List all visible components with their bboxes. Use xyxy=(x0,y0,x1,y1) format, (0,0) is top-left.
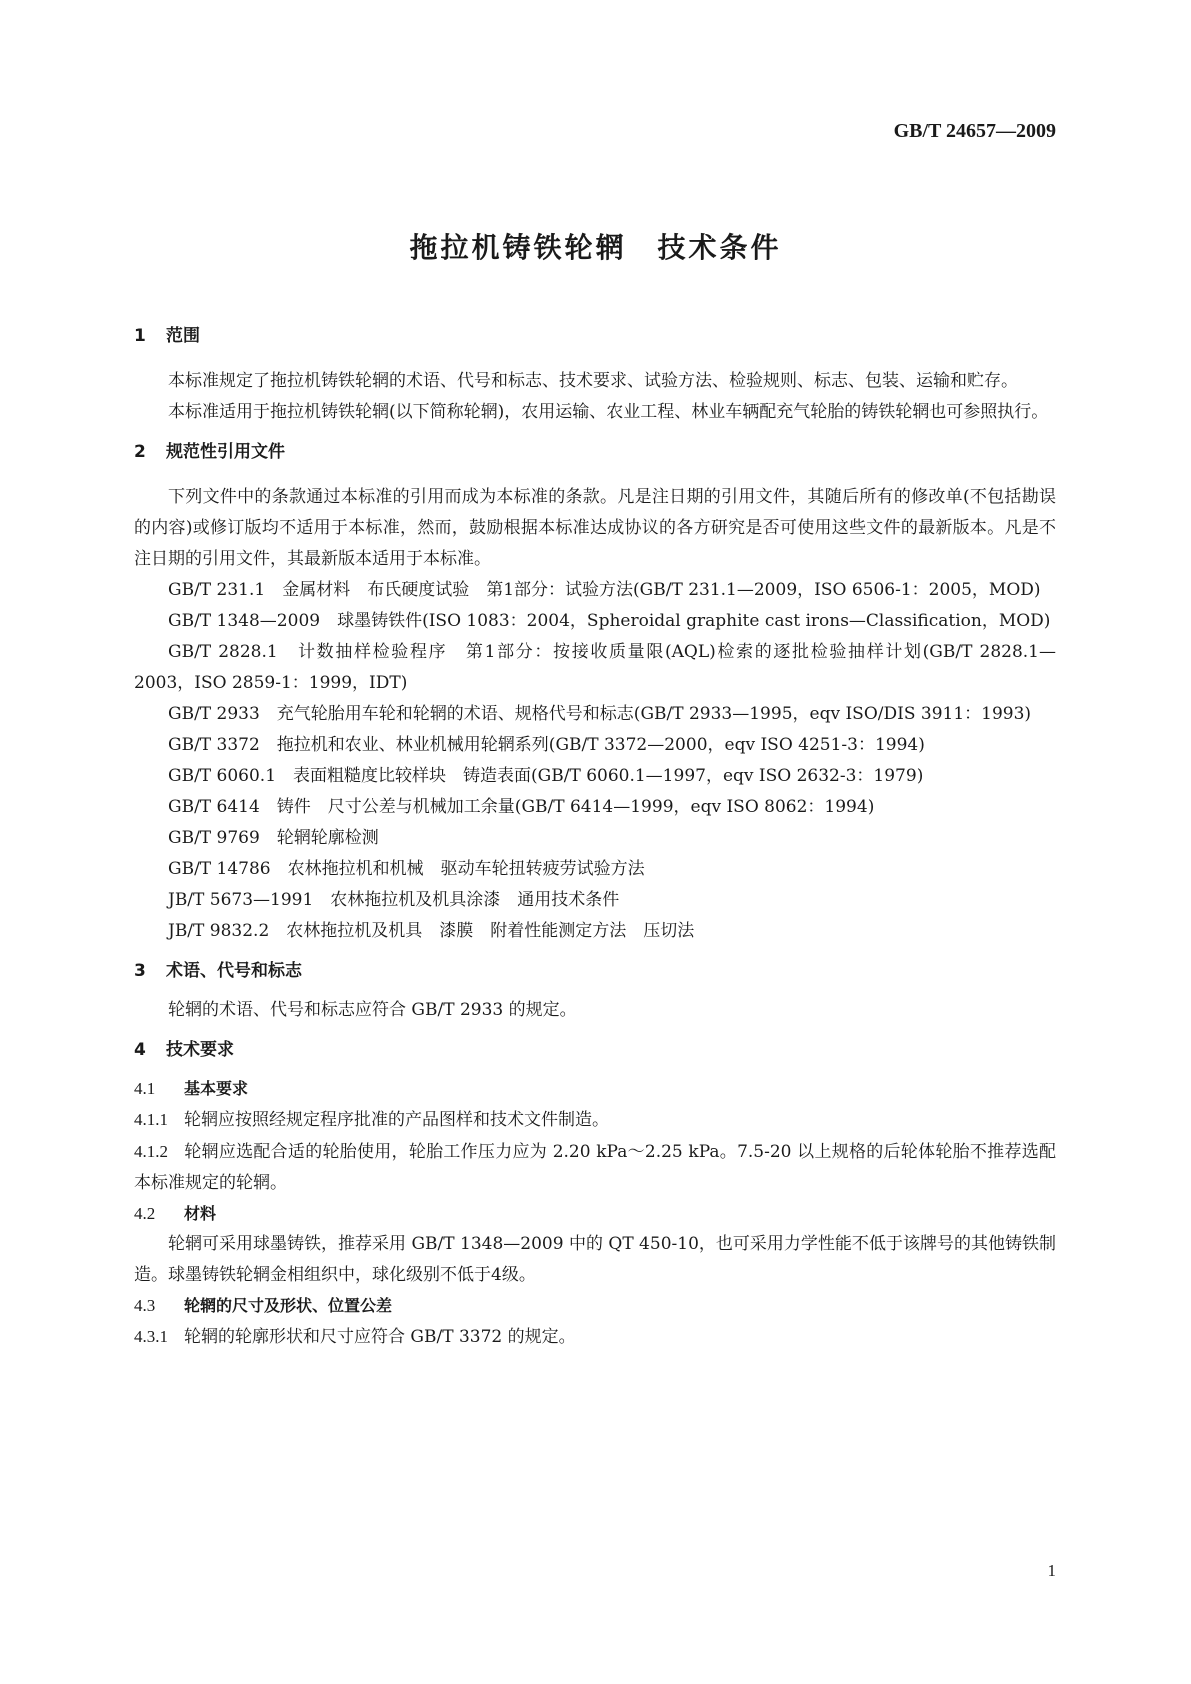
reference-item: GB/T 231.1 金属材料 布氏硬度试验 第1部分：试验方法(GB/T 231.1—2009，ISO 6506-1：2005，MOD) xyxy=(168,580,1041,600)
reference-item: GB/T 6414 铸件 尺寸公差与机械加工余量(GB/T 6414—1999，eqv ISO 8062：1994) xyxy=(168,797,875,817)
subsection-title: 轮辋的尺寸及形状、位置公差 xyxy=(184,1296,393,1315)
clause-4-1-2 xyxy=(134,1136,1056,1199)
paragraph: 轮辋的术语、代号和标志应符合 GB/T 2933 的规定。 xyxy=(168,1000,577,1020)
section-title: 范围 xyxy=(166,326,200,346)
standard-code: GB/T 24657—2009 xyxy=(893,120,1056,142)
paragraph: 本标准适用于拖拉机铸铁轮辋(以下简称轮辋)，农用运输、农业工程、林业车辆配充气轮胎的铸铁轮辋也可参照执行。 xyxy=(168,402,1049,422)
clause-text: 轮辋应按照经规定程序批准的产品图样和技术文件制造。 xyxy=(184,1110,609,1130)
reference-item: GB/T 9769 轮辋轮廓检测 xyxy=(168,828,379,848)
reference-item: GB/T 2828.1 计数抽样检验程序 第1部分：按接收质量限(AQL)检索的逐批检验抽样计划(GB/T 2828.1—2003，ISO 2859-1：1999，IDT) xyxy=(134,642,1056,693)
reference-item: GB/T 14786 农林拖拉机和机械 驱动车轮扭转疲劳试验方法 xyxy=(168,859,645,879)
paragraph: 本标准规定了拖拉机铸铁轮辋的术语、代号和标志、技术要求、试验方法、检验规则、标志、包装、运输和贮存。 xyxy=(168,371,1018,391)
clause-4-3-1 xyxy=(134,1321,1056,1353)
section-heading-2 xyxy=(134,438,1056,466)
subsection-number: 4.1 xyxy=(134,1079,156,1098)
section-title: 技术要求 xyxy=(166,1040,234,1060)
reference-item: GB/T 2933 充气轮胎用车轮和轮辋的术语、规格代号和标志(GB/T 2933—1995，eqv ISO/DIS 3911：1993) xyxy=(168,704,1032,724)
reference-item: JB/T 5673—1991 农林拖拉机及机具涂漆 通用技术条件 xyxy=(168,890,620,910)
reference-item: JB/T 9832.2 农林拖拉机及机具 漆膜 附着性能测定方法 压切法 xyxy=(168,921,695,941)
clause-text: 轮辋应选配合适的轮胎使用，轮胎工作压力应为 2.20 kPa～2.25 kPa。7.5-20 以上规格的后轮体轮胎不推荐选配本标准规定的轮辋。 xyxy=(134,1142,1056,1193)
section-title: 术语、代号和标志 xyxy=(166,961,302,981)
section-number: 3 xyxy=(134,961,146,981)
subsection-heading-4-3 xyxy=(134,1291,1056,1321)
document-body xyxy=(134,322,1056,1353)
reference-item: GB/T 6060.1 表面粗糙度比较样块 铸造表面(GB/T 6060.1—1997，eqv ISO 2632-3：1979) xyxy=(168,766,924,786)
section-number: 4 xyxy=(134,1040,146,1060)
subsection-heading-4-2 xyxy=(134,1199,1056,1229)
reference-item: GB/T 1348—2009 球墨铸铁件(ISO 1083：2004，Spheroidal graphite cast irons—Classification，MOD) xyxy=(168,611,1051,631)
subsection-number: 4.3 xyxy=(134,1296,156,1315)
paragraph: 轮辋可采用球墨铸铁，推荐采用 GB/T 1348—2009 中的 QT 450-10，也可采用力学性能不低于该牌号的其他铸铁制造。球墨铸铁轮辋金相组织中，球化级别不低于4级。 xyxy=(134,1234,1056,1285)
clause-number: 4.3.1 xyxy=(134,1327,168,1346)
subsection-title: 基本要求 xyxy=(184,1079,249,1098)
subsection-heading-4-1 xyxy=(134,1074,1056,1104)
clause-number: 4.1.2 xyxy=(134,1142,168,1161)
section-title: 规范性引用文件 xyxy=(166,442,285,462)
section-number: 1 xyxy=(134,326,146,346)
section-number: 2 xyxy=(134,442,146,462)
reference-item: GB/T 3372 拖拉机和农业、林业机械用轮辋系列(GB/T 3372—2000，eqv ISO 4251-3：1994) xyxy=(168,735,925,755)
paragraph: 下列文件中的条款通过本标准的引用而成为本标准的条款。凡是注日期的引用文件，其随后所有的修改单(不包括勘误的内容)或修订版均不适用于本标准，然而，鼓励根据本标准达成协议的各方研究是否可使用这些文件的最新版本。凡是不注日期的引用文件，其最新版本适用于本标准。 xyxy=(134,487,1056,569)
clause-number: 4.1.1 xyxy=(134,1110,168,1129)
subsection-number: 4.2 xyxy=(134,1204,156,1223)
clause-4-1-1 xyxy=(134,1104,1056,1136)
page-number: 1 xyxy=(1047,1561,1056,1580)
section-heading-4 xyxy=(134,1036,1056,1064)
document-title: 拖拉机铸铁轮辋 技术条件 xyxy=(409,231,782,264)
clause-text: 轮辋的轮廓形状和尺寸应符合 GB/T 3372 的规定。 xyxy=(184,1327,576,1347)
section-heading-1 xyxy=(134,322,1056,350)
section-heading-3 xyxy=(134,957,1056,985)
subsection-title: 材料 xyxy=(184,1204,217,1223)
